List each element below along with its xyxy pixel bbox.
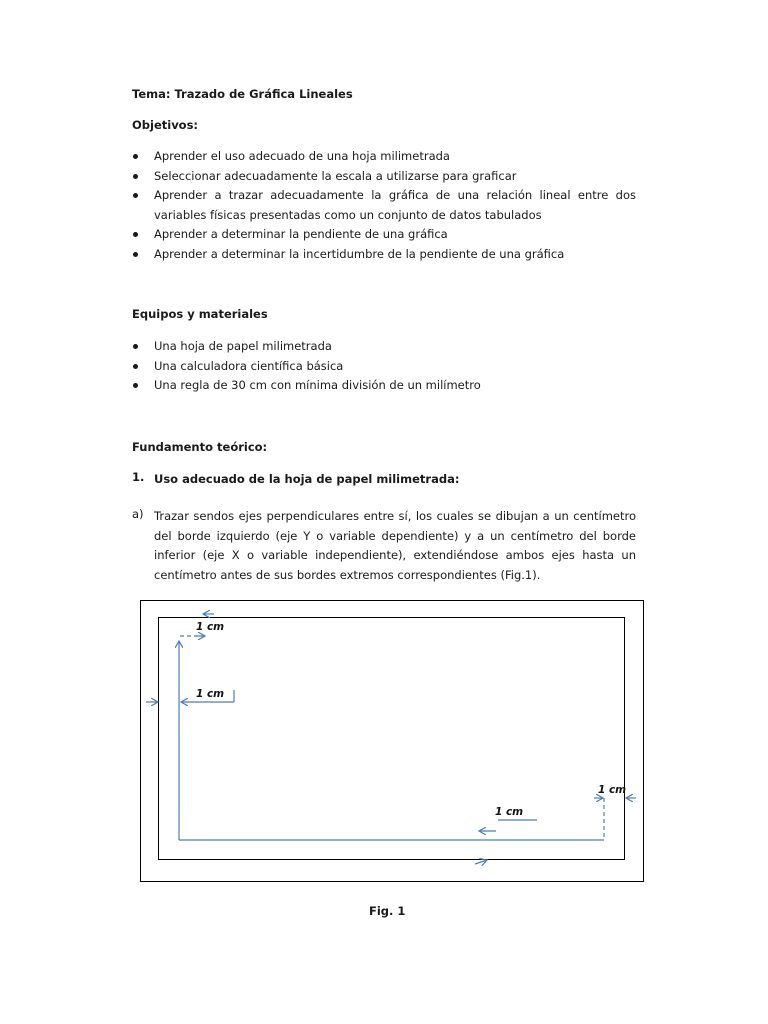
bottom-edge-arrow (475, 860, 487, 864)
step-letter: a) (132, 507, 144, 521)
equipment-heading: Equipos y materiales (132, 307, 268, 321)
step-text: Trazar sendos ejes perpendiculares entre sí, los cuales se dibujan a un centímetro del borde izquierdo (eje Y o variable dependiente) y a un centímetro del borde inferior (eje X o variable independiente), extendiéndose ambos ejes hasta un centímetro antes de sus bordes extremos correspondientes (Fig.1). (154, 509, 636, 582)
graph-inner-border (159, 618, 625, 860)
list-item: Una regla de 30 cm con mínima división de un milímetro (132, 376, 636, 396)
label-left-cm: 1 cm (196, 688, 225, 700)
label-top-cm: 1 cm (196, 621, 225, 633)
document-title: Tema: Trazado de Gráfica Lineales (132, 87, 353, 101)
list-item: Una hoja de papel milimetrada (132, 337, 636, 357)
list-item: Una calculadora científica básica (132, 357, 636, 377)
label-right-cm: 1 cm (598, 784, 627, 796)
list-item: Aprender el uso adecuado de una hoja milimetrada (132, 147, 636, 167)
list-item: Aprender a trazar adecuadamente la gráfica de una relación lineal entre dos variables físicas presentadas como un conjunto de datos tabulados (132, 186, 636, 225)
section-title: Uso adecuado de la hoja de papel milimetrada: (154, 472, 460, 486)
list-item: Aprender a determinar la incertidumbre de la pendiente de una gráfica (132, 245, 636, 265)
list-item: Aprender a determinar la pendiente de una gráfica (132, 225, 636, 245)
section-number: 1. (132, 470, 145, 484)
figure-caption: Fig. 1 (369, 904, 406, 918)
objectives-heading: Objetivos: (132, 118, 199, 132)
label-bottom-cm: 1 cm (495, 806, 524, 818)
paper-outer-border (141, 601, 644, 882)
list-item: Seleccionar adecuadamente la escala a utilizarse para graficar (132, 167, 636, 187)
theory-heading: Fundamento teórico: (132, 440, 268, 454)
